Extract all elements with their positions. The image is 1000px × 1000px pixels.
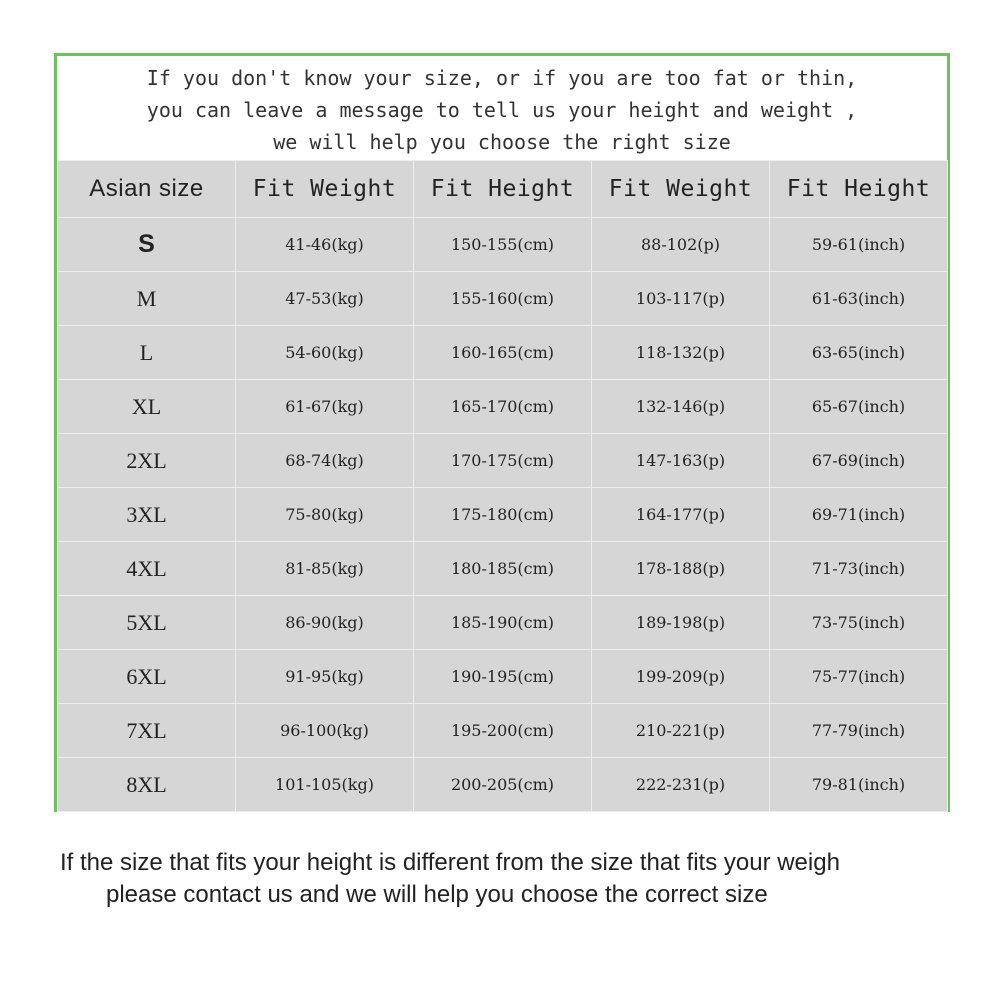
weight-p-cell: 103-117(p) xyxy=(592,272,770,326)
column-header-asian-size: Asian size xyxy=(58,161,236,218)
height-cm-cell: 200-205(cm) xyxy=(414,758,592,812)
height-cm-cell: 165-170(cm) xyxy=(414,380,592,434)
height-cm-cell: 160-165(cm) xyxy=(414,326,592,380)
height-inch-cell: 73-75(inch) xyxy=(770,596,948,650)
height-inch-cell: 65-67(inch) xyxy=(770,380,948,434)
table-row xyxy=(58,380,948,434)
note-line: we will help you choose the right size xyxy=(273,130,731,154)
size-cell: XL xyxy=(58,380,236,434)
table-row xyxy=(58,542,948,596)
size-cell: L xyxy=(58,326,236,380)
weight-kg-cell: 41-46(kg) xyxy=(236,218,414,272)
size-table xyxy=(57,160,948,812)
table-row xyxy=(58,488,948,542)
size-cell: 4XL xyxy=(58,542,236,596)
size-cell: 7XL xyxy=(58,704,236,758)
table-row xyxy=(58,596,948,650)
size-cell: 6XL xyxy=(58,650,236,704)
column-header-fit-weight-p: Fit Weight xyxy=(592,161,770,218)
height-inch-cell: 71-73(inch) xyxy=(770,542,948,596)
size-cell: S xyxy=(58,218,236,272)
note-line: you can leave a message to tell us your height and weight , xyxy=(146,98,858,122)
weight-p-cell: 210-221(p) xyxy=(592,704,770,758)
height-inch-cell: 63-65(inch) xyxy=(770,326,948,380)
height-inch-cell: 59-61(inch) xyxy=(770,218,948,272)
size-cell: 8XL xyxy=(58,758,236,812)
table-row xyxy=(58,272,948,326)
height-cm-cell: 190-195(cm) xyxy=(414,650,592,704)
size-chart xyxy=(54,53,950,812)
size-contact-note xyxy=(60,847,960,911)
height-inch-cell: 67-69(inch) xyxy=(770,434,948,488)
size-cell: M xyxy=(58,272,236,326)
weight-p-cell: 189-198(p) xyxy=(592,596,770,650)
weight-p-cell: 132-146(p) xyxy=(592,380,770,434)
weight-kg-cell: 101-105(kg) xyxy=(236,758,414,812)
weight-kg-cell: 96-100(kg) xyxy=(236,704,414,758)
height-inch-cell: 61-63(inch) xyxy=(770,272,948,326)
table-row xyxy=(58,650,948,704)
height-inch-cell: 75-77(inch) xyxy=(770,650,948,704)
height-cm-cell: 185-190(cm) xyxy=(414,596,592,650)
size-cell: 5XL xyxy=(58,596,236,650)
note-line: If you don't know your size, or if you are too fat or thin, xyxy=(146,66,858,90)
footer-line-2: please contact us and we will help you choose the correct size xyxy=(106,881,768,908)
height-cm-cell: 150-155(cm) xyxy=(414,218,592,272)
table-row xyxy=(58,326,948,380)
table-row xyxy=(58,704,948,758)
column-header-fit-weight-kg: Fit Weight xyxy=(236,161,414,218)
height-cm-cell: 170-175(cm) xyxy=(414,434,592,488)
weight-kg-cell: 54-60(kg) xyxy=(236,326,414,380)
table-row xyxy=(58,434,948,488)
table-row xyxy=(58,218,948,272)
column-header-fit-height-inch: Fit Height xyxy=(770,161,948,218)
weight-p-cell: 178-188(p) xyxy=(592,542,770,596)
height-cm-cell: 155-160(cm) xyxy=(414,272,592,326)
table-row xyxy=(58,758,948,812)
height-inch-cell: 69-71(inch) xyxy=(770,488,948,542)
height-cm-cell: 175-180(cm) xyxy=(414,488,592,542)
weight-kg-cell: 47-53(kg) xyxy=(236,272,414,326)
weight-kg-cell: 75-80(kg) xyxy=(236,488,414,542)
height-inch-cell: 79-81(inch) xyxy=(770,758,948,812)
weight-p-cell: 222-231(p) xyxy=(592,758,770,812)
weight-kg-cell: 91-95(kg) xyxy=(236,650,414,704)
weight-p-cell: 118-132(p) xyxy=(592,326,770,380)
height-cm-cell: 180-185(cm) xyxy=(414,542,592,596)
table-header-row xyxy=(58,161,948,218)
weight-kg-cell: 81-85(kg) xyxy=(236,542,414,596)
weight-p-cell: 88-102(p) xyxy=(592,218,770,272)
weight-kg-cell: 61-67(kg) xyxy=(236,380,414,434)
column-header-fit-height-cm: Fit Height xyxy=(414,161,592,218)
height-inch-cell: 77-79(inch) xyxy=(770,704,948,758)
footer-line-1: If the size that fits your height is different from the size that fits your weigh xyxy=(60,849,840,876)
weight-p-cell: 199-209(p) xyxy=(592,650,770,704)
weight-kg-cell: 86-90(kg) xyxy=(236,596,414,650)
weight-p-cell: 164-177(p) xyxy=(592,488,770,542)
size-cell: 2XL xyxy=(58,434,236,488)
size-help-note xyxy=(57,56,947,160)
weight-p-cell: 147-163(p) xyxy=(592,434,770,488)
weight-kg-cell: 68-74(kg) xyxy=(236,434,414,488)
size-cell: 3XL xyxy=(58,488,236,542)
height-cm-cell: 195-200(cm) xyxy=(414,704,592,758)
